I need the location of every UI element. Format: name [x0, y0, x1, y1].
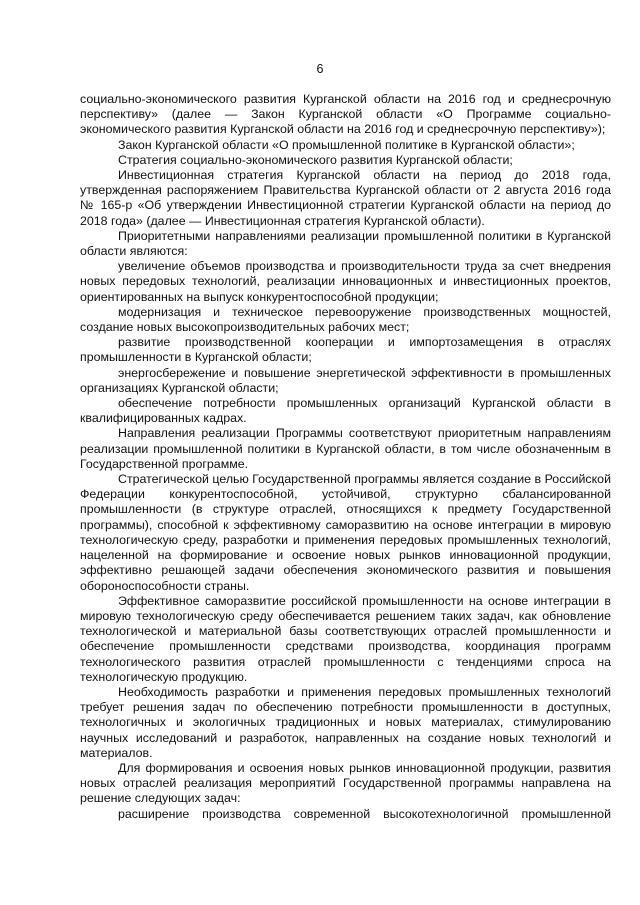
paragraph-12: Стратегической целью Государственной программы является создание в Российской Федерации конкурентоспособной, устойчивой, структурно сбалансированной промышленности (в структуре отраслей, относящихся к предмету Государственной программы), способной к эффективному саморазвитию на основе интеграции в мировую технологическую среду, разработки и применения передовых промышленных технологий, нацеленной на формирование и освоение новых рынков инновационной продукции, эффективно решающей задачи обеспечения экономического развития и повышения обороноспособности страны.	[80, 472, 611, 593]
paragraph-2: Закон Курганской области «О промышленной политике в Курганской области»;	[118, 137, 575, 152]
paragraph-4: Инвестиционная стратегия Курганской области на период до 2018 года, утвержденная распоряжением Правительства Курганской области от 2 августа 2016 года № 165-р «Об утверждении Инвестиционной стратегии Курганской области на период до 2018 года» (далее — Инвестиционная стратегия Курганской области).	[80, 168, 611, 228]
paragraph-9: энергосбережение и повышение энергетической эффективности в промышленных организациях Курганской области;	[80, 365, 611, 395]
paragraph-1-continuation: социально-экономического развития Курганской области на 2016 год и среднесрочную перспективу» (далее — Закон Курганской области «О Программе социально-экономического развития Курганской области на 2016 год и среднесрочную перспективу»);	[80, 92, 611, 137]
paragraph-11: Направления реализации Программы соответствуют приоритетным направлениям реализации промышленной политики в Курганской области, в том числе обозначенным в Государственной программе.	[80, 426, 611, 471]
paragraph-3: Стратегия социально-экономического развития Курганской области;	[118, 152, 513, 167]
paragraph-14: Необходимость разработки и применения передовых промышленных технологий требует решения задач по обеспечению потребности промышленности в доступных, технологичных и экологичных традиционных и новых материалах, стимулированию научных исследований и разработок, направленных на создание новых технологий и материалов.	[80, 684, 611, 760]
document-body	[80, 92, 611, 822]
page-number: 6	[316, 62, 324, 76]
paragraph-7: модернизация и техническое перевооружение производственных мощностей, создание новых высокопроизводительных рабочих мест;	[80, 304, 611, 335]
paragraph-8: развитие производственной кооперации и импортозамещения в отраслях промышленности в Курганской области;	[80, 335, 611, 365]
paragraph-6: увеличение объемов производства и производительности труда за счет внедрения новых передовых технологий, реализации инновационных и инвестиционных проектов, ориентированных на выпуск конкурентоспособной продукции;	[80, 259, 611, 304]
paragraph-16: расширение производства современной высокотехнологичной промышленной	[118, 806, 611, 821]
paragraph-13: Эффективное саморазвитие российской промышленности на основе интеграции в мировую технологическую среду обеспечивается решением таких задач, как обновление технологической и материальной базы соответствующих отраслей промышленности и обеспечение промышленности средствами производства, координация программ технологического развития отраслей промышленности с тенденциями спроса на технологическую продукцию.	[80, 593, 611, 684]
paragraph-10: обеспечение потребности промышленных организаций Курганской области в квалифицированных кадрах.	[80, 396, 611, 426]
paragraph-15: Для формирования и освоения новых рынков инновационной продукции, развития новых отраслей реализация мероприятий Государственной программы направлена на решение следующих задач:	[80, 760, 611, 806]
paragraph-5: Приоритетными направлениями реализации промышленной политики в Курганской области являются:	[80, 228, 611, 259]
